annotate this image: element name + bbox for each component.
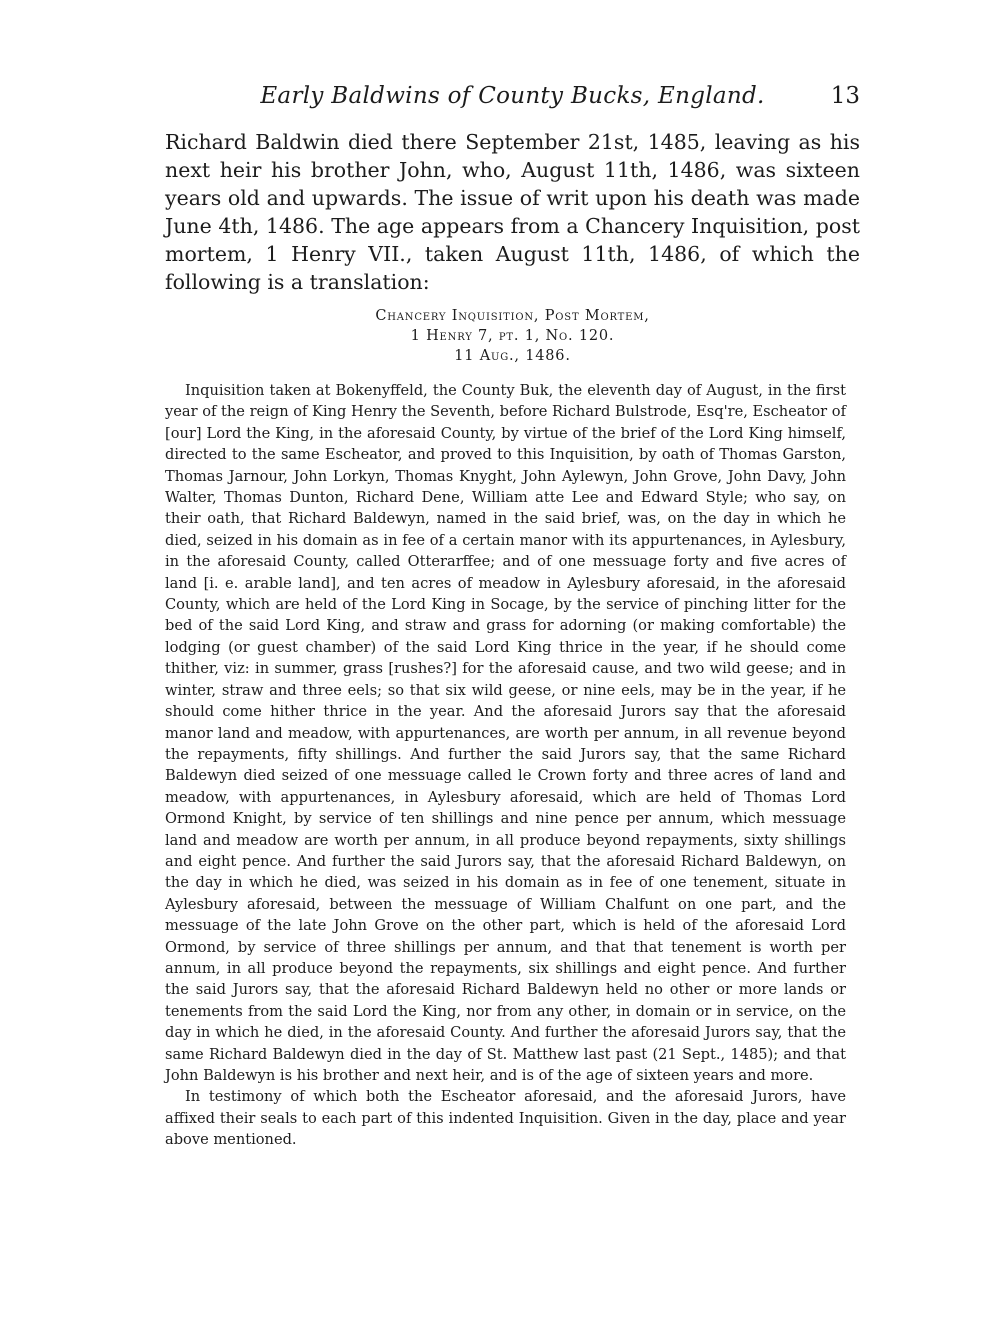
page-header <box>165 80 860 112</box>
inquisition-paragraph: Inquisition taken at Bokenyffeld, the County Buk, the eleventh day of August, in the first year of the reign of King Henry the Seventh, before Richard Bulstrode, Esq're, Escheator of [our] Lord the King, in the aforesaid County, by virtue of the brief of the Lord King himself, directed to the same Escheator, and proved to this Inquisition, by oath of Thomas Garston, Thomas Jarnour, John Lorkyn, Thomas Knyght, John Aylewyn, John Grove, John Davy, John Walter, Thomas Dunton, Richard Dene, William atte Lee and Edward Style; who say, on their oath, that Richard Baldewyn, named in the said brief, was, on the day in which he died, seized in his domain as in fee of a certain manor with its appurtenances, in Aylesbury, in the aforesaid County, called Otterarffee; and of one messuage forty and five acres of land [i. e. arable land], and ten acres of meadow in Aylesbury aforesaid, in the aforesaid County, which are held of the Lord King in Socage, by the service of pinching litter for the bed of the said Lord King, and straw and grass for adorning (or making comfortable) the lodging (or guest chamber) of the said Lord King thrice in the year, if he should come thither, viz: in summer, grass [rushes?] for the aforesaid cause, and two wild geese; and in winter, straw and three eels; so that six wild geese, or nine eels, may be in the year, if he should come hither thrice in the year. And the aforesaid Jurors say that the aforesaid manor land and meadow, with appurtenances, are worth per annum, in all revenue beyond the repayments, fifty shillings. And further the said Jurors say, that the same Richard Baldewyn died seized of one messuage called le Crown forty and three acres of land and meadow, with appurtenances, in Aylesbury aforesaid, which are held of Thomas Lord Ormond Knight, by service of ten shillings and nine pence per annum, which messuage land and meadow are worth per annum, in all produce beyond repayments, sixty shillings and eight pence. And further the said Jurors say, that the aforesaid Richard Baldewyn, on the day in which he died, was seized in his domain as in fee of one tenement, situate in Aylesbury aforesaid, between the messuage of William Chalfunt on one part, and the messuage of the late John Grove on the other part, which is held of the aforesaid Lord Ormond, by service of three shillings per annum, and that that tenement is worth per annum, in all produce beyond the repayments, six shillings and eight pence. And further the said Jurors say, that the aforesaid Richard Baldewyn held no other or more lands or tenements from the said Lord the King, nor from any other, in domain or in service, on the day in which he died, in the aforesaid County. And further the aforesaid Jurors say, that the same Richard Baldewyn died in the day of St. Matthew last past (21 Sept., 1485); and that John Baldewyn is his brother and next heir, and is of the age of sixteen years and more. <box>165 382 846 1084</box>
inquisition-heading <box>165 306 860 366</box>
heading-line-3: 11 Aug., 1486. <box>454 348 571 364</box>
running-title: Early Baldwins of County Bucks, England. <box>260 83 765 109</box>
inquisition-body <box>165 380 846 1151</box>
intro-section <box>165 128 860 296</box>
heading-line-2: 1 Henry 7, pt. 1, No. 120. <box>410 328 615 344</box>
heading-line-1: Chancery Inquisition, Post Mortem, <box>375 308 650 324</box>
intro-paragraph: Richard Baldwin died there September 21st, 1485, leaving as his next heir his brother John, who, August 11th, 1486, was sixteen years old and upwards. The issue of writ upon his death was made June 4th, 1486. The age appears from a Chancery Inquisition, post mortem, 1 Henry VII., taken August 11th, 1486, of which the following is a translation: <box>165 130 860 294</box>
closing-paragraph: In testimony of which both the Escheator aforesaid, and the aforesaid Jurors, have affixed their seals to each part of this indented Inquisition. Given in the day, place and year above mentioned. <box>165 1088 846 1149</box>
page-number: 13 <box>830 83 860 109</box>
